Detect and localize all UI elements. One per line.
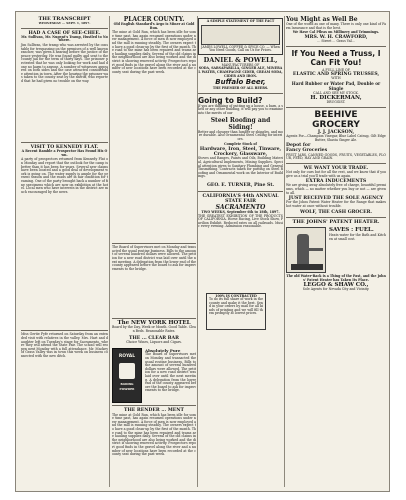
- sole-agency-text: For the Johns Patent Water Heater for the Range that makes hot water at once without trouble.: [286, 200, 386, 208]
- coffee-illustration: [201, 25, 280, 45]
- druggist-label: DRUGGIST.: [326, 100, 346, 105]
- beer-tagline: THE PREMIER OF ALL BEERS.: [212, 86, 269, 91]
- want-trade: WE WANT YOUR TRADE.: [303, 165, 369, 171]
- grocery-title: GROCERY: [312, 119, 360, 130]
- stock-label: Complete Stock of: [224, 142, 257, 147]
- column-rule: [284, 16, 285, 487]
- sole-agency: JUST RECEIVED THE SOLE AGENCY: [288, 196, 384, 202]
- story-1: Jim Sullivan, the tramp who was arrested by the constable for trespassing on the premises of a well known rancher, was given a hearing before the justice of the peace yesterday. He was found guilty and sent to the county jail for the term of thirty days. The prisoner protested that he was only looking for work and had done no harm to anyone. A number of witnesses appeared on both sides and the case attracted considerable attention in town. After the hearing the prisoner was taken to the county seat by the sheriff, who reported that he had given no trouble on the way.: [21, 42, 109, 83]
- hard-rubber: Hard Rubber or Water Pad, Double or Single: [291, 80, 381, 92]
- story-supervisors: The Board of Supervisors met on Monday and transacted the usual routine business. Bills to the amount of several hundred dollars were allowed. The petition for a new road district was laid over until the next meeting. A delegation from the lower end of the county appeared before the board to ask for improvements to the bridge.: [112, 245, 196, 271]
- royal-baking-powder-can: [112, 348, 142, 403]
- coffee-notice-text: JAMES LOWELL COFFEE & SPICE CO. — When You Need Goods, Call on Us for Prices.: [201, 44, 280, 53]
- story-placer: The mine at Gold Run, which has been idle for some time past, has again resumed operations under new management. A force of men is now employed and the mill is running steadily. The owners expect to have a good clean-up by the first of the month. The road to the mine has been repaired and teams are hauling supplies daily. Several of the old claims in the neighborhood are also being worked and the district is showing renewed activity. Prospectors report good finds in the gravel along the river and a number of new locations have been recorded at the county seat during the past week.: [112, 30, 196, 74]
- wolf-grocer: WOLF, THE CASH GROCER.: [299, 209, 373, 215]
- turner-name: GEO. E. TURNER, Pine St.: [206, 183, 275, 189]
- truss-headline: If You Need a Truss, I Can Fit You!: [291, 48, 381, 67]
- bottom-story: The mine at Gold Run, which has been idle for some time past, has again resumed operations under new management. A force of men is now employed and the mill is running steadily. The owners expect to have a good clean-up by the first of the month. The road to the mine has been repaired and teams are hauling supplies daily. Several of the old claims in the neighborhood are also being worked and the district is showing renewed activity. Prospectors report good finds in the gravel along the river and a number of new locations have been recorded at the county seat during the past week.: [112, 412, 196, 457]
- inducements-text: We are giving away absolutely free of charge, beautiful premiums, which — no matter whether you buy or not — are given to all.: [286, 183, 386, 195]
- jackson-name: J. J. JACKSON,: [317, 129, 355, 135]
- buffalo-beer: Buffalo Beer,: [215, 78, 266, 87]
- fair-dates: TWO WEEKS, September 6th to 18th, 1897.: [201, 209, 280, 214]
- story-3: Miss Gertie Fyfe returned on Saturday from an extended visit with relatives in the valley. Mrs. Hart and daughter left on Tuesday's stage for Sacramento, where they will attend the State Fair. The school will reopen next Monday with a full attendance. Mr. Mackey of Grass Valley was in town this week on business connected with the new ditch.: [21, 332, 108, 358]
- story-2: A party of prospectors returned from Kennedy Flat on Monday and report that the outlook for the camp is better than it has been for years. Several new claims have been located and a good deal of development work is going on. The water supply is ample for the present season and the roads are in fair condition for teaming. One of the party brought back a number of fine specimens which are now on exhibition at the hotel. Local men who have interests in the district are much encouraged by the news.: [21, 157, 108, 194]
- leggo-shaw-name: LEGGO & SHAW CO.,: [303, 282, 369, 289]
- might-as-well: You Might as Well Be: [286, 16, 358, 23]
- column-rule: [109, 16, 110, 487]
- subhead-2: A Recent Ramble a Prospector Has Found His Own.: [21, 149, 108, 157]
- bottom-headline: THE RENDER ... MENT: [124, 408, 184, 414]
- headline-1: HAD A CASE OF SEE-CHEE.: [28, 30, 101, 36]
- leggo-shaw-sub: Sole Agents for Nevada City and Vicinity.: [302, 287, 370, 292]
- column-1: [21, 16, 108, 487]
- masthead: THE TRANSCRIPT: [38, 16, 91, 22]
- bar-ad-title: THE ... CLEAR BAR: [129, 335, 179, 341]
- extra-inducements: EXTRA INDUCEMENTS: [305, 179, 367, 185]
- want-trade-text: Not only for ours but for all the rest, and we know that if you give us a trial you'll trade with us again.: [286, 169, 386, 178]
- beehive-title: BEEHIVE: [314, 109, 358, 120]
- hotel-ad-text: Board by the Day, Week or Month. Good Table. Clean Beds. Reasonable Rates.: [112, 325, 196, 333]
- depot-label: Depot for: [286, 143, 311, 149]
- printing-notice: [206, 293, 266, 331]
- royal-brand: ROYAL: [118, 354, 136, 360]
- build-text: If you are thinking of putting up a house, a barn, a shed or any other building, it will pay you to examine into the merits of our: [198, 103, 283, 115]
- old-water-back: The old Water-Back is a Thing of the Past, and the Johns' Patent Heater has Taken Its Place.: [286, 273, 386, 282]
- grocery-list: FRUIT JARS, CANNED GOODS, FRUITS, VEGETABLES, FLOUR, FEED, HAY AND GRAIN.: [286, 152, 386, 161]
- daniel-powell-name: DANIEL & POWELL,: [203, 55, 278, 64]
- might-as-well-text: One of the world as one of many. There is only one kind of Farm Insurance and that is the best.: [286, 22, 386, 30]
- royal-label: BAKING POWDER: [119, 381, 135, 391]
- subhead-1: Mr. Sullivan, Mr. Nugent's Tramp, Hustled to Nowhere.: [21, 34, 108, 43]
- hotel-ad-title: The NEW YORK HOTEL: [117, 320, 191, 327]
- headline-placer: PLACER COUNTY.: [123, 16, 185, 23]
- products-list: SODA, SARSAPARILLA, GINGER ALE, MINERAL WATER, CHAMPAGNE CIDER, CREAM SODA, CIDER AND IRON.: [198, 66, 283, 78]
- state-fair-title: CALIFORNIA'S 44th ANNUAL STATE FAIR: [202, 193, 279, 204]
- royal-tagline: Absolutely Pure: [145, 348, 181, 354]
- crawford-name: MRS. W. H. CRAWFORD,: [304, 34, 368, 40]
- johns-heater-title: THE JOHNS' PATENT HEATER.: [292, 218, 380, 225]
- column-3: [198, 16, 283, 487]
- hardware-list: Hardware, Iron, Steel, Tinware, Crockery, Glassware,: [199, 146, 282, 158]
- sacramento-label: SACRAMENTO: [215, 203, 266, 211]
- column-2: [112, 16, 196, 487]
- jackson-agents: Agents For—Champion Vinegar, Blue Label Catsup, Gilt Edge Butter, Shasta Ginger Ale.: [286, 133, 386, 142]
- coffee-notice: [198, 18, 283, 55]
- full-line: A FULL LINE OF: [322, 67, 350, 72]
- subhead-placer: Old English Standard's Argo is Miner at Gold Run.: [113, 22, 195, 30]
- with-label: WITH: [331, 76, 341, 81]
- column-4: [286, 16, 386, 487]
- royal-body: The Board of Supervisors met on Monday and transacted the usual routine business. Bills to the amount of several hundred dollars were allowed. The petition for a new road district was laid over until the next meeting. A delegation from the lower end of the county appeared before the board to ask for improvements to the bridge.: [145, 352, 196, 393]
- saves-fuel: SAVES : FUEL.: [329, 226, 374, 233]
- printing-notice-text: To do its full share of work in the county and make it the best. Send in your orders by mail for all kinds of printing and we will fill them promptly at lowest prices.: [209, 297, 263, 316]
- elastic-trusses: ELASTIC AND SPRING TRUSSES,: [292, 72, 380, 78]
- newspaper-page: [15, 11, 390, 492]
- coffee-notice-title: A SIMPLE STATEMENT OF THE FACT: [206, 19, 275, 23]
- dateline: WEDNESDAY ... SEPT. 1, 1897.: [38, 21, 91, 25]
- bar-ad-text: Choice Wines, Liquors and Cigars.: [126, 339, 182, 344]
- dickerman-name: H. DICKERMAN,: [310, 94, 362, 101]
- manufacturers-label: MANUFACTURERS OF: [221, 62, 260, 67]
- stock-body: Stoves and Ranges, Paints and Oils, Building Material, Agricultural Implements, Mining Supplies. Special attention given to Sanitary Plumbing and General Tinsmithing. Contracts taken for putting on Steel Roofing and Ornamental work on the Interior of Buildings.: [198, 156, 283, 179]
- headline-2: VISIT TO KENNEDY FLAT.: [30, 144, 99, 150]
- going-to-build: Going to Build?: [198, 95, 263, 105]
- steel-text: Better and cheaper than lumber or shingles, and more durable. Also Ornamental Steel Ceiling for interiors.: [198, 129, 283, 141]
- call-and-see: CALL AND SEE MY STOCK.: [313, 91, 359, 96]
- crawford-address: ... Street ... Grass Val...: [317, 38, 355, 43]
- fair-text: THE GREATEST EXHIBITION OF THE PRODUCTS OF CALIFORNIA. Horse Racing, Live Stock Show, Pavilion Exhibit. Reduced rates on all railroads. Music every evening. Admission reasonable.: [198, 213, 283, 229]
- heater-tagline: Heats water for the Bath and Kitchen at small cost.: [329, 232, 386, 241]
- millinery-note: We Have Cal Pfleas on Millinery and Trimmings.: [292, 30, 380, 35]
- fancy-groceries: Fancy Groceries: [286, 148, 328, 154]
- water-heater-illustration: [286, 227, 326, 273]
- steel-roofing: Steel Roofing and Siding!: [210, 116, 271, 131]
- printing-notice-title: 100% IS CONTRACTED: [215, 293, 257, 298]
